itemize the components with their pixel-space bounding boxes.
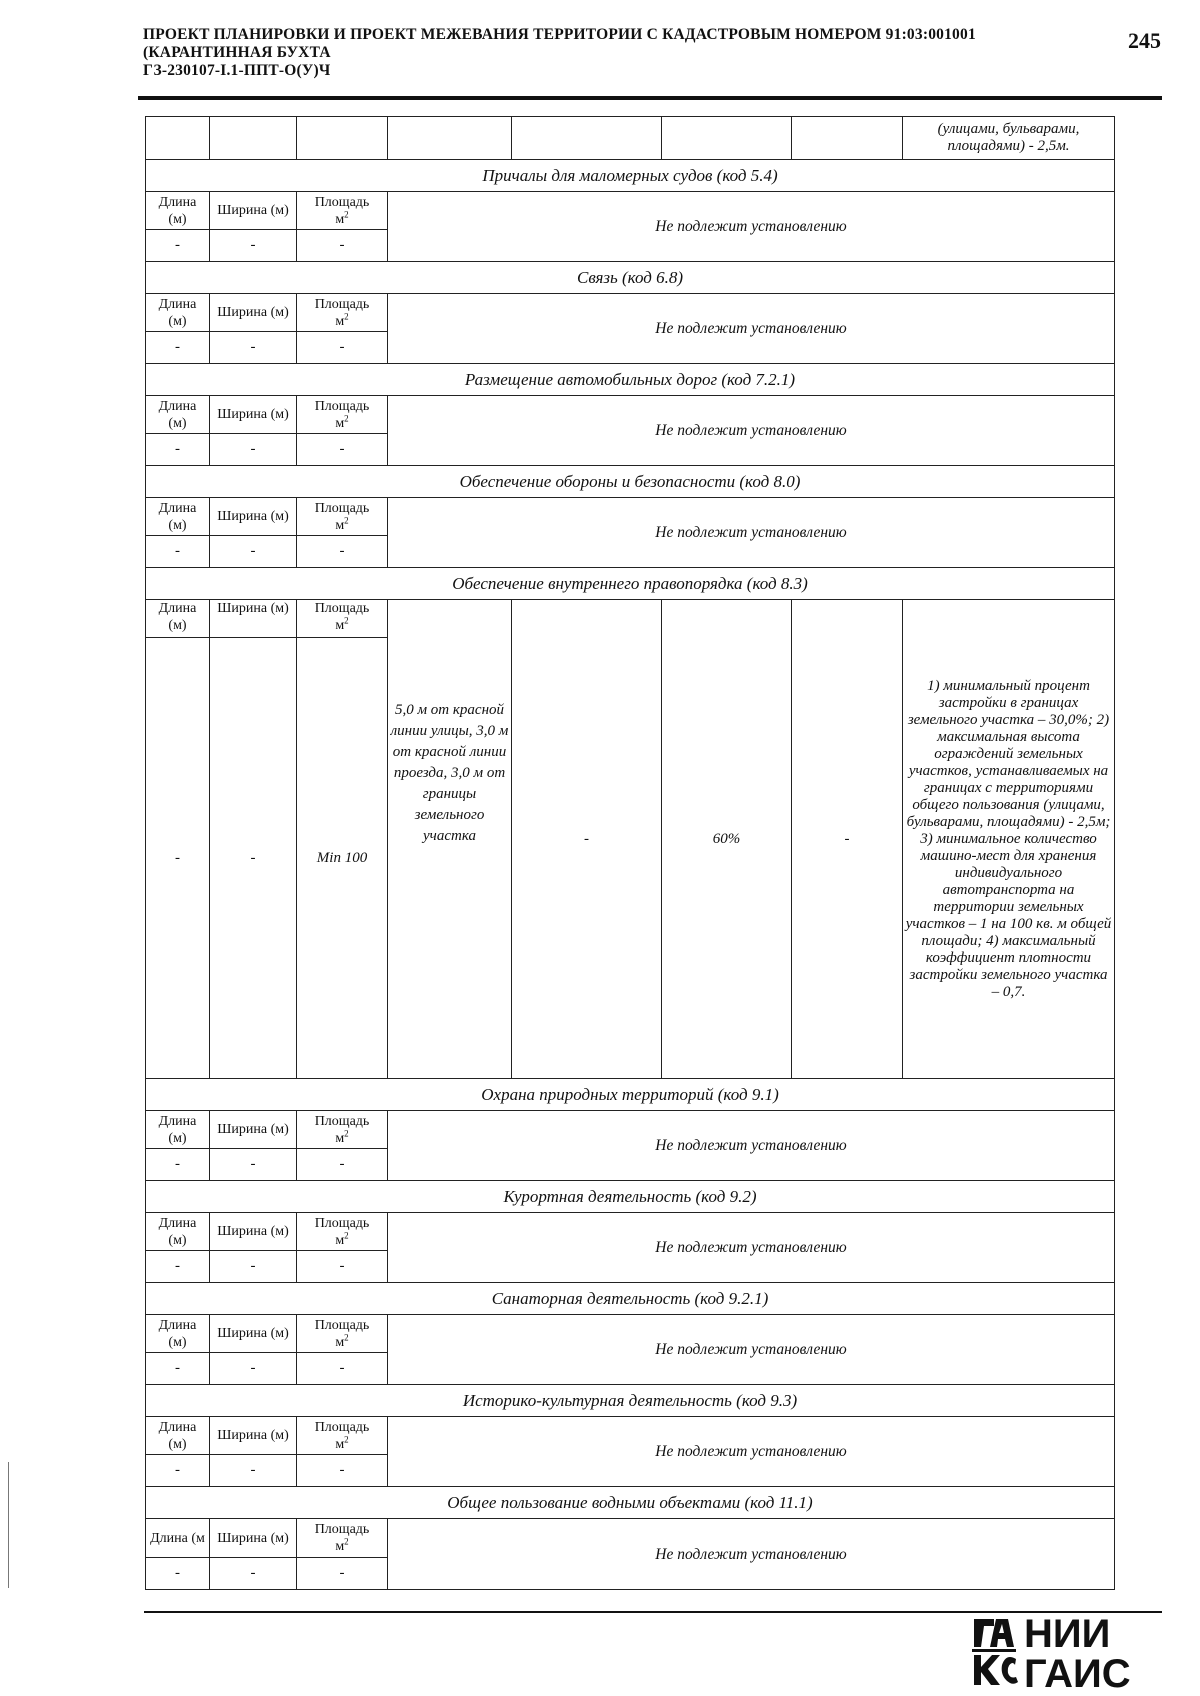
length-header: Длина (м)	[146, 1213, 210, 1251]
area-unit: м	[335, 1539, 345, 1554]
floors-cell: -	[512, 600, 662, 1079]
area-unit: м	[335, 618, 345, 633]
length-value: -	[146, 434, 210, 466]
continued-notes-cell: (улицами, бульварами, площадями) - 2,5м.	[903, 117, 1115, 160]
length-value: -	[146, 1353, 210, 1385]
width-header: Ширина (м)	[210, 600, 297, 638]
svg-text:ГАИС: ГАИС	[1024, 1652, 1131, 1691]
area-header	[297, 192, 388, 230]
length-header: Длина (м)	[146, 498, 210, 536]
area-label: Площадь	[314, 1317, 370, 1333]
length-value: -	[146, 332, 210, 364]
area-value: -	[297, 230, 388, 262]
area-value: -	[297, 1455, 388, 1487]
length-value: -	[146, 230, 210, 262]
width-value: -	[210, 1558, 297, 1590]
width-header: Ширина (м)	[210, 1315, 297, 1353]
empty-cell	[146, 117, 210, 160]
area-label: Площадь	[314, 398, 370, 414]
length-header: Длина (м)	[146, 1315, 210, 1353]
area-unit-power: 2	[344, 208, 349, 219]
area-value: -	[297, 434, 388, 466]
area-label: Площадь	[314, 601, 370, 616]
dimension-header-row	[146, 1111, 1115, 1149]
page-number: 245	[1128, 28, 1161, 53]
scan-margin-mark	[8, 1462, 9, 1588]
area-value: -	[297, 1558, 388, 1590]
area-label: Площадь	[314, 1215, 370, 1231]
area-unit-power: 2	[344, 412, 349, 423]
width-value: -	[210, 332, 297, 364]
length-header: Длина (м)	[146, 1417, 210, 1455]
setback-cell: 5,0 м от красной линии улицы, 3,0 м от красной линии проезда, 3,0 м от границы земельного участка	[388, 600, 512, 1079]
empty-cell	[512, 117, 662, 160]
area-unit-power: 2	[344, 1536, 349, 1547]
section-title-row	[146, 262, 1115, 294]
not-applicable-cell: Не подлежит установлению	[388, 1213, 1115, 1283]
empty-cell	[297, 117, 388, 160]
section-title-row	[146, 1181, 1115, 1213]
section-title-row	[146, 1079, 1115, 1111]
area-label: Площадь	[314, 194, 370, 210]
empty-cell	[662, 117, 792, 160]
width-value: -	[210, 1149, 297, 1181]
not-applicable-cell: Не подлежит установлению	[388, 1111, 1115, 1181]
not-applicable-cell: Не подлежит установлению	[388, 192, 1115, 262]
area-unit: м	[335, 211, 345, 227]
dimension-header-row	[146, 498, 1115, 536]
header-divider	[138, 96, 1162, 100]
length-header: Длина (м)	[146, 1111, 210, 1149]
width-header: Ширина (м)	[210, 192, 297, 230]
area-value: -	[297, 536, 388, 568]
area-label: Площадь	[314, 1522, 370, 1537]
area-header	[297, 396, 388, 434]
dimension-header-row	[146, 1519, 1115, 1558]
length-header: Длина (м)	[146, 294, 210, 332]
area-unit-power: 2	[344, 1229, 349, 1240]
length-value: -	[146, 536, 210, 568]
length-header: Длина (м	[146, 1519, 210, 1558]
area-label: Площадь	[314, 500, 370, 516]
notes-cell: 1) минимальный процент застройки в границах земельного участка – 30,0%; 2) максимальная высота ограждений земельных участков, устанавливаемых на границах с территориями общего пользования (улицами, бульварами, площадями) - 2,5м; 3) минимальное количество машино-мест для хранения индивидуального автотранспорта на территории земельных участков – 1 на 100 кв. м общей площади; 4) максимальный коэффициент плотности застройки земельного участка – 0,7.	[903, 600, 1115, 1079]
header-code-line: ГЗ-230107-I.1-ППТ-О(У)Ч	[143, 62, 331, 79]
area-unit: м	[335, 313, 345, 329]
width-value: -	[210, 1251, 297, 1283]
empty-cell	[792, 117, 903, 160]
empty-cell	[210, 117, 297, 160]
area-header	[297, 498, 388, 536]
section-title-row	[146, 568, 1115, 600]
area-label: Площадь	[314, 1419, 370, 1435]
area-unit: м	[335, 1130, 345, 1146]
width-header: Ширина (м)	[210, 294, 297, 332]
length-value: -	[146, 1149, 210, 1181]
not-applicable-cell: Не подлежит установлению	[388, 1519, 1115, 1590]
dimension-header-row	[146, 1315, 1115, 1353]
coverage-cell: 60%	[662, 600, 792, 1079]
section-title: Общее пользование водными объектами (код 11.1)	[146, 1487, 1115, 1519]
section-title: Причалы для маломерных судов (код 5.4)	[146, 160, 1115, 192]
area-unit: м	[335, 517, 345, 533]
header-title-line2: (КАРАНТИННАЯ БУХТА	[143, 44, 331, 61]
section-title: Охрана природных территорий (код 9.1)	[146, 1079, 1115, 1111]
area-value: -	[297, 1353, 388, 1385]
area-header	[297, 1315, 388, 1353]
dimension-header-row	[146, 192, 1115, 230]
area-unit-power: 2	[344, 514, 349, 525]
area-value: -	[297, 1149, 388, 1181]
area-unit-power: 2	[344, 310, 349, 321]
height-cell: -	[792, 600, 903, 1079]
continuation-row	[146, 117, 1115, 160]
area-header	[297, 1111, 388, 1149]
area-header	[297, 1417, 388, 1455]
section-title-row	[146, 1283, 1115, 1315]
section-title-row	[146, 1385, 1115, 1417]
not-applicable-cell: Не подлежит установлению	[388, 1315, 1115, 1385]
section-title: Санаторная деятельность (код 9.2.1)	[146, 1283, 1115, 1315]
area-unit: м	[335, 1232, 345, 1248]
length-header: Длина (м)	[146, 600, 210, 638]
area-unit-power: 2	[344, 1127, 349, 1138]
not-applicable-cell: Не подлежит установлению	[388, 396, 1115, 466]
section-title-row	[146, 1487, 1115, 1519]
width-header: Ширина (м)	[210, 1213, 297, 1251]
area-header	[297, 1519, 388, 1558]
section-title-row	[146, 466, 1115, 498]
area-header	[297, 600, 388, 638]
area-unit-power: 2	[344, 615, 349, 626]
area-header	[297, 294, 388, 332]
width-value: -	[210, 230, 297, 262]
width-header: Ширина (м)	[210, 498, 297, 536]
width-value: -	[210, 434, 297, 466]
area-unit-power: 2	[344, 1433, 349, 1444]
section-title: Обеспечение обороны и безопасности (код 8.0)	[146, 466, 1115, 498]
length-header: Длина (м)	[146, 396, 210, 434]
length-value: -	[146, 638, 210, 1079]
section-title: Обеспечение внутреннего правопорядка (код 8.3)	[146, 568, 1115, 600]
section-title-row	[146, 364, 1115, 396]
length-value: -	[146, 1455, 210, 1487]
width-value: -	[210, 638, 297, 1079]
section-title: Связь (код 6.8)	[146, 262, 1115, 294]
area-value: -	[297, 1251, 388, 1283]
not-applicable-cell: Не подлежит установлению	[388, 498, 1115, 568]
svg-text:НИИ: НИИ	[1024, 1613, 1111, 1656]
dimension-header-row	[146, 1417, 1115, 1455]
width-header: Ширина (м)	[210, 1519, 297, 1558]
detail-header-row	[146, 600, 1115, 638]
area-label: Площадь	[314, 1113, 370, 1129]
area-value: Min 100	[297, 638, 388, 1079]
width-value: -	[210, 536, 297, 568]
area-header	[297, 1213, 388, 1251]
header-title-line1: ПРОЕКТ ПЛАНИРОВКИ И ПРОЕКТ МЕЖЕВАНИЯ ТЕРРИТОРИИ С КАДАСТРОВЫМ НОМЕРОМ 91:03:001001	[143, 26, 976, 43]
niigais-logo	[972, 1613, 1172, 1691]
empty-cell	[388, 117, 512, 160]
section-title: Размещение автомобильных дорог (код 7.2.1)	[146, 364, 1115, 396]
area-unit: м	[335, 415, 345, 431]
area-unit-power: 2	[344, 1331, 349, 1342]
width-header: Ширина (м)	[210, 1111, 297, 1149]
area-label: Площадь	[314, 296, 370, 312]
length-value: -	[146, 1251, 210, 1283]
dimension-header-row	[146, 396, 1115, 434]
area-unit: м	[335, 1334, 345, 1350]
not-applicable-cell: Не подлежит установлению	[388, 1417, 1115, 1487]
width-header: Ширина (м)	[210, 1417, 297, 1455]
section-title: Курортная деятельность (код 9.2)	[146, 1181, 1115, 1213]
document-header	[143, 26, 1103, 80]
section-title: Историко-культурная деятельность (код 9.3)	[146, 1385, 1115, 1417]
dimension-header-row	[146, 1213, 1115, 1251]
area-unit: м	[335, 1436, 345, 1452]
width-value: -	[210, 1455, 297, 1487]
section-title-row	[146, 160, 1115, 192]
width-value: -	[210, 1353, 297, 1385]
width-header: Ширина (м)	[210, 396, 297, 434]
area-value: -	[297, 332, 388, 364]
not-applicable-cell: Не подлежит установлению	[388, 294, 1115, 364]
regulations-table	[145, 116, 1115, 1590]
length-value: -	[146, 1558, 210, 1590]
dimension-header-row	[146, 294, 1115, 332]
length-header: Длина (м)	[146, 192, 210, 230]
